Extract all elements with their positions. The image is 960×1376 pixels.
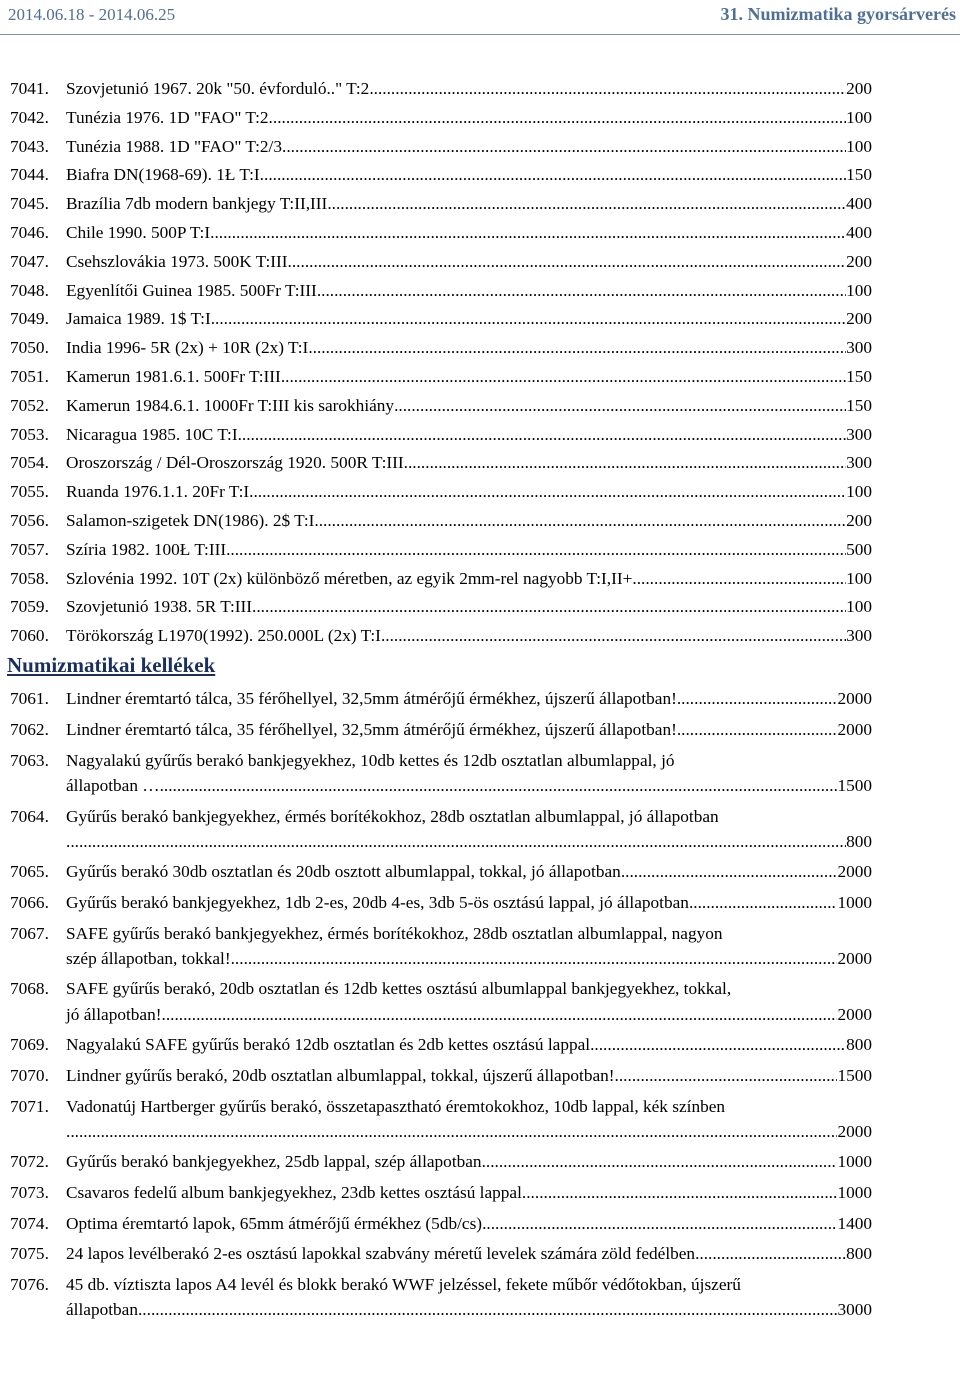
dot-leader xyxy=(281,364,846,389)
lot-number: 7043. xyxy=(10,136,49,156)
lot-item xyxy=(10,105,872,130)
lot-item xyxy=(10,594,872,619)
lot-number: 7062. xyxy=(10,720,49,740)
lot-price: 2000 xyxy=(837,720,872,740)
lot-price-row xyxy=(66,829,872,854)
lot-text: Csavaros fedelű album bankjegyekhez, 23db kettes osztású lappal xyxy=(66,1183,522,1203)
lot-price-row xyxy=(66,393,872,418)
lot-description xyxy=(66,278,872,303)
lot-price: 1500 xyxy=(837,775,872,795)
lot-text: Optima éremtartó lapok, 65mm átmérőjű érmékhez (5db/cs) xyxy=(66,1213,483,1233)
lot-number: 7065. xyxy=(10,862,49,882)
lot-item xyxy=(10,1063,872,1088)
lot-description xyxy=(66,450,872,475)
lot-number: 7046. xyxy=(10,222,49,242)
lot-price: 100 xyxy=(846,597,872,617)
lot-text: Kamerun 1981.6.1. 500Fr T:III xyxy=(66,366,281,386)
lot-item xyxy=(10,748,872,799)
lot-description xyxy=(66,976,872,1027)
lot-price: 200 xyxy=(846,251,872,271)
lot-price-row xyxy=(66,623,872,648)
lot-price-row xyxy=(66,1002,872,1027)
lot-item xyxy=(10,220,872,245)
lot-number: 7045. xyxy=(10,194,49,214)
lot-price-row xyxy=(66,76,872,101)
lot-price-row xyxy=(66,278,872,303)
lot-item xyxy=(10,364,872,389)
lot-price: 200 xyxy=(846,309,872,329)
lot-item xyxy=(10,134,872,159)
lot-number: 7057. xyxy=(10,539,49,559)
lot-price-row xyxy=(66,335,872,360)
lot-number: 7076. xyxy=(10,1274,49,1294)
lot-item xyxy=(10,1094,872,1145)
dot-leader xyxy=(252,594,846,619)
lot-price-row xyxy=(66,946,872,971)
lot-text: Kamerun 1984.6.1. 1000Fr T:III kis sarokhiány xyxy=(66,395,395,415)
dot-leader xyxy=(162,1002,838,1027)
lot-price-row xyxy=(66,717,872,742)
lot-description xyxy=(66,249,872,274)
dot-leader xyxy=(632,566,846,591)
lot-description xyxy=(66,1032,872,1057)
lot-price: 100 xyxy=(846,482,872,502)
lot-description xyxy=(66,748,872,799)
dot-leader xyxy=(615,1063,838,1088)
lot-price: 1500 xyxy=(837,1065,872,1085)
lot-text: Lindner éremtartó tálca, 35 férőhellyel, 32,5mm átmérőjű érmékhez, újszerű állapotban! xyxy=(66,720,677,740)
lot-price-row xyxy=(66,890,872,915)
lot-price-row xyxy=(66,1297,872,1322)
lot-item xyxy=(10,393,872,418)
lot-number: 7058. xyxy=(10,568,49,588)
lot-price: 2000 xyxy=(837,862,872,882)
lot-item xyxy=(10,566,872,591)
lot-text: Jamaica 1989. 1$ T:I xyxy=(66,309,211,329)
lot-description xyxy=(66,686,872,711)
lot-item xyxy=(10,306,872,331)
lot-price-row xyxy=(66,364,872,389)
lot-number: 7066. xyxy=(10,893,49,912)
lot-item xyxy=(10,191,872,216)
lot-text: Csehszlovákia 1973. 500K T:III xyxy=(66,251,288,271)
lot-text: Lindner gyűrűs berakó, 20db osztatlan albumlappal, tokkal, újszerű állapotban! xyxy=(66,1065,615,1085)
lot-description xyxy=(66,508,872,533)
lot-price: 2000 xyxy=(837,948,872,968)
lot-description xyxy=(66,306,872,331)
lot-description xyxy=(66,594,872,619)
lot-description xyxy=(66,921,872,972)
dot-leader xyxy=(66,1119,837,1144)
lot-description xyxy=(66,717,872,742)
dot-leader xyxy=(394,393,846,418)
lot-price: 500 xyxy=(846,539,872,559)
lot-item xyxy=(10,1180,872,1205)
lot-price: 100 xyxy=(846,136,872,156)
lot-item xyxy=(10,859,872,884)
auction-title: 31. Numizmatika gyorsárverés xyxy=(720,4,956,24)
lot-text: állapotban … xyxy=(66,775,160,795)
dot-leader xyxy=(249,479,846,504)
page-header xyxy=(0,0,960,35)
lot-item xyxy=(10,1272,872,1323)
lot-text: jó állapotban! xyxy=(66,1004,162,1024)
lot-description xyxy=(66,364,872,389)
lot-description xyxy=(66,1094,872,1145)
lot-number: 7054. xyxy=(10,453,49,473)
dot-leader xyxy=(160,773,838,798)
lot-item xyxy=(10,278,872,303)
lot-description xyxy=(66,335,872,360)
lot-text: Szovjetunió 1967. 20k "50. évforduló.." T:2 xyxy=(66,79,370,98)
lot-text: 24 lapos levélberakó 2-es osztású lapokkal szabvány méretű levelek számára zöld fedélben xyxy=(66,1244,696,1264)
lot-description xyxy=(66,1063,872,1088)
dot-leader xyxy=(317,278,846,303)
lot-text: India 1996- 5R (2x) + 10R (2x) T:I xyxy=(66,338,309,358)
lot-text: Nagyalakú SAFE gyűrűs berakó 12db osztatlan és 2db kettes osztású lappal xyxy=(66,1035,591,1055)
dot-leader xyxy=(238,422,846,447)
lot-price-row xyxy=(66,508,872,533)
lot-text: Gyűrűs berakó 30db osztatlan és 20db osztott albumlappal, tokkal, jó állapotban xyxy=(66,862,621,882)
lot-text-line: 45 db. víztiszta lapos A4 levél és blokk berakó WWF jelzéssel, fekete műbőr védőtokban, újszerű xyxy=(66,1274,741,1294)
dot-leader xyxy=(677,717,838,742)
lot-description xyxy=(66,890,872,915)
lot-price-row xyxy=(66,1180,872,1205)
lot-price: 800 xyxy=(846,831,872,851)
lot-number: 7055. xyxy=(10,482,49,502)
lot-text: Brazília 7db modern bankjegy T:II,III xyxy=(66,194,328,214)
lot-number: 7061. xyxy=(10,689,49,709)
dot-leader xyxy=(226,537,846,562)
dot-leader xyxy=(314,508,846,533)
lot-price: 1000 xyxy=(837,893,872,912)
lot-description xyxy=(66,393,872,418)
lot-description xyxy=(66,804,872,855)
lot-price-row xyxy=(66,450,872,475)
lot-price-row xyxy=(66,162,872,187)
lot-price-row xyxy=(66,859,872,884)
lot-description xyxy=(66,105,872,130)
auction-date-range: 2014.06.18 - 2014.06.25 xyxy=(8,5,176,24)
lot-item xyxy=(10,976,872,1027)
lot-list xyxy=(7,76,872,1328)
lot-text: Tunézia 1976. 1D "FAO" T:2 xyxy=(66,107,269,127)
lot-description xyxy=(66,1211,872,1236)
lot-number: 7056. xyxy=(10,510,49,530)
lot-item xyxy=(10,162,872,187)
dot-leader xyxy=(288,249,847,274)
lot-price: 150 xyxy=(846,165,872,185)
lot-price: 200 xyxy=(846,510,872,530)
lot-item xyxy=(10,335,872,360)
lot-description xyxy=(66,1149,872,1174)
lot-number: 7070. xyxy=(10,1065,49,1085)
lot-price-row xyxy=(66,422,872,447)
lot-text: Tunézia 1988. 1D "FAO" T:2/3 xyxy=(66,136,282,156)
lot-text-line: Gyűrűs berakó bankjegyekhez, érmés borítékokhoz, 28db osztatlan albumlappal, jó állapotban xyxy=(66,806,719,826)
lot-text: Biafra DN(1968-69). 1Ł T:I xyxy=(66,165,260,185)
lot-price: 800 xyxy=(846,1035,872,1055)
lot-description xyxy=(66,859,872,884)
lot-text: állapotban xyxy=(66,1300,138,1320)
lot-text: Nicaragua 1985. 10C T:I xyxy=(66,424,238,444)
lot-price: 100 xyxy=(846,568,872,588)
lot-item xyxy=(10,508,872,533)
dot-leader xyxy=(282,134,846,159)
lot-number: 7052. xyxy=(10,395,49,415)
lot-price-row xyxy=(66,191,872,216)
lot-text: Oroszország / Dél-Oroszország 1920. 500R T:III xyxy=(66,453,404,473)
lot-description xyxy=(66,422,872,447)
lot-price-row xyxy=(66,1211,872,1236)
lot-price: 400 xyxy=(846,222,872,242)
lot-price: 150 xyxy=(846,366,872,386)
lot-price-row xyxy=(66,594,872,619)
lot-price-row xyxy=(66,566,872,591)
lot-text-line: Nagyalakú gyűrűs berakó bankjegyekhez, 10db kettes és 12db osztatlan albumlappal, jó xyxy=(66,750,675,770)
lot-description xyxy=(66,76,872,101)
lot-price: 300 xyxy=(846,424,872,444)
lot-number: 7059. xyxy=(10,597,49,617)
lot-price: 300 xyxy=(846,338,872,358)
lot-text-line: SAFE gyűrűs berakó, 20db osztatlan és 12db kettes osztású albumlappal bankjegyekhez, tokkal, xyxy=(66,979,732,999)
lot-price: 100 xyxy=(846,280,872,300)
lot-item xyxy=(10,479,872,504)
lot-item xyxy=(10,249,872,274)
accessory-lots xyxy=(10,686,872,1322)
lot-number: 7068. xyxy=(10,979,49,999)
lot-price: 2000 xyxy=(837,689,872,709)
lot-text: Chile 1990. 500P T:I xyxy=(66,222,211,242)
lot-price: 150 xyxy=(846,395,872,415)
lot-item xyxy=(10,686,872,711)
lot-price-row xyxy=(66,479,872,504)
section-title: Numizmatikai kellékek xyxy=(7,653,216,678)
lot-item xyxy=(10,717,872,742)
lot-text: Gyűrűs berakó bankjegyekhez, 25db lappal, szép állapotban xyxy=(66,1152,482,1172)
lot-text: Szíria 1982. 100Ł T:III xyxy=(66,539,227,559)
lot-number: 7064. xyxy=(10,806,49,826)
lot-description xyxy=(66,566,872,591)
dot-leader xyxy=(138,1297,837,1322)
dot-leader xyxy=(231,946,838,971)
lot-item xyxy=(10,450,872,475)
lot-number: 7041. xyxy=(10,79,49,98)
lot-number: 7042. xyxy=(10,107,49,127)
lot-number: 7047. xyxy=(10,251,49,271)
lot-text: Szovjetunió 1938. 5R T:III xyxy=(66,597,253,617)
lot-item xyxy=(10,1032,872,1057)
lot-text-line: Vadonatúj Hartberger gyűrűs berakó, összetapasztható éremtokokhoz, 10db lappal, kék színben xyxy=(66,1096,726,1116)
lot-description xyxy=(66,1180,872,1205)
lot-description xyxy=(66,134,872,159)
lot-text: Egyenlítői Guinea 1985. 500Fr T:III xyxy=(66,280,317,300)
lot-description xyxy=(66,162,872,187)
lot-number: 7050. xyxy=(10,338,49,358)
dot-leader xyxy=(522,1180,838,1205)
lot-price-row xyxy=(66,306,872,331)
lot-price: 800 xyxy=(846,1244,872,1264)
dot-leader xyxy=(66,829,846,854)
dot-leader xyxy=(369,76,846,101)
lot-price: 300 xyxy=(846,626,872,646)
lot-item xyxy=(10,76,872,101)
lot-number: 7044. xyxy=(10,165,49,185)
dot-leader xyxy=(677,686,838,711)
dot-leader xyxy=(211,306,846,331)
lot-item xyxy=(10,804,872,855)
lot-number: 7073. xyxy=(10,1183,49,1203)
lot-price-row xyxy=(66,1241,872,1266)
lot-price-row xyxy=(66,773,872,798)
lot-description xyxy=(66,220,872,245)
lot-number: 7049. xyxy=(10,309,49,329)
lot-number: 7072. xyxy=(10,1152,49,1172)
lot-number: 7053. xyxy=(10,424,49,444)
dot-leader xyxy=(621,859,838,884)
lot-price: 2000 xyxy=(837,1004,872,1024)
lot-number: 7071. xyxy=(10,1096,49,1116)
lot-text: Salamon-szigetek DN(1986). 2$ T:I xyxy=(66,510,315,530)
banknote-lots xyxy=(10,76,872,648)
lot-text: Törökország L1970(1992). 250.000L (2x) T:I xyxy=(66,626,381,646)
dot-leader xyxy=(308,335,846,360)
lot-price: 100 xyxy=(846,107,872,127)
lot-description xyxy=(66,537,872,562)
lot-number: 7048. xyxy=(10,280,49,300)
lot-item xyxy=(10,1149,872,1174)
lot-number: 7060. xyxy=(10,626,49,646)
lot-item xyxy=(10,422,872,447)
lot-item xyxy=(10,1211,872,1236)
dot-leader xyxy=(404,450,846,475)
lot-item xyxy=(10,623,872,648)
lot-price: 300 xyxy=(846,453,872,473)
lot-price-row xyxy=(66,1032,872,1057)
lot-text: Ruanda 1976.1.1. 20Fr T:I xyxy=(66,482,250,502)
lot-number: 7063. xyxy=(10,750,49,770)
lot-price-row xyxy=(66,1063,872,1088)
lot-number: 7051. xyxy=(10,366,49,386)
lot-number: 7067. xyxy=(10,923,49,943)
lot-price-row xyxy=(66,537,872,562)
lot-price: 1400 xyxy=(837,1213,872,1233)
lot-description xyxy=(66,479,872,504)
lot-price-row xyxy=(66,249,872,274)
lot-item xyxy=(10,890,872,915)
lot-description xyxy=(66,191,872,216)
lot-item xyxy=(10,1241,872,1266)
lot-text: szép állapotban, tokkal! xyxy=(66,948,231,968)
lot-text: Gyűrűs berakó bankjegyekhez, 1db 2-es, 20db 4-es, 3db 5-ös osztású lappal, jó állapotban xyxy=(66,893,689,912)
dot-leader xyxy=(260,162,846,187)
lot-price: 1000 xyxy=(837,1183,872,1203)
lot-price: 1000 xyxy=(837,1152,872,1172)
lot-price-row xyxy=(66,105,872,130)
lot-price: 3000 xyxy=(837,1300,872,1320)
lot-price-row xyxy=(66,1119,872,1144)
dot-leader xyxy=(590,1032,846,1057)
lot-item xyxy=(10,537,872,562)
dot-leader xyxy=(327,191,846,216)
lot-price: 200 xyxy=(846,79,872,98)
lot-price-row xyxy=(66,1149,872,1174)
lot-item xyxy=(10,921,872,972)
lot-description xyxy=(66,623,872,648)
dot-leader xyxy=(381,623,846,648)
lot-price-row xyxy=(66,220,872,245)
lot-description xyxy=(66,1272,872,1323)
lot-number: 7069. xyxy=(10,1035,49,1055)
lot-price: 2000 xyxy=(837,1121,872,1141)
dot-leader xyxy=(482,1149,838,1174)
lot-description xyxy=(66,1241,872,1266)
dot-leader xyxy=(695,1241,846,1266)
lot-text: Lindner éremtartó tálca, 35 férőhellyel, 32,5mm átmérőjű érmékhez, újszerű állapotban! xyxy=(66,689,677,709)
lot-number: 7074. xyxy=(10,1213,49,1233)
dot-leader xyxy=(210,220,846,245)
lot-number: 7075. xyxy=(10,1244,49,1264)
lot-price-row xyxy=(66,134,872,159)
lot-text-line: SAFE gyűrűs berakó bankjegyekhez, érmés borítékokhoz, 28db osztatlan albumlappal, nagyon xyxy=(66,923,723,943)
dot-leader xyxy=(482,1211,837,1236)
lot-text: Szlovénia 1992. 10T (2x) különböző méretben, az egyik 2mm-rel nagyobb T:I,II+ xyxy=(66,568,633,588)
lot-price: 400 xyxy=(846,194,872,214)
dot-leader xyxy=(269,105,847,130)
dot-leader xyxy=(689,890,838,915)
lot-price-row xyxy=(66,686,872,711)
